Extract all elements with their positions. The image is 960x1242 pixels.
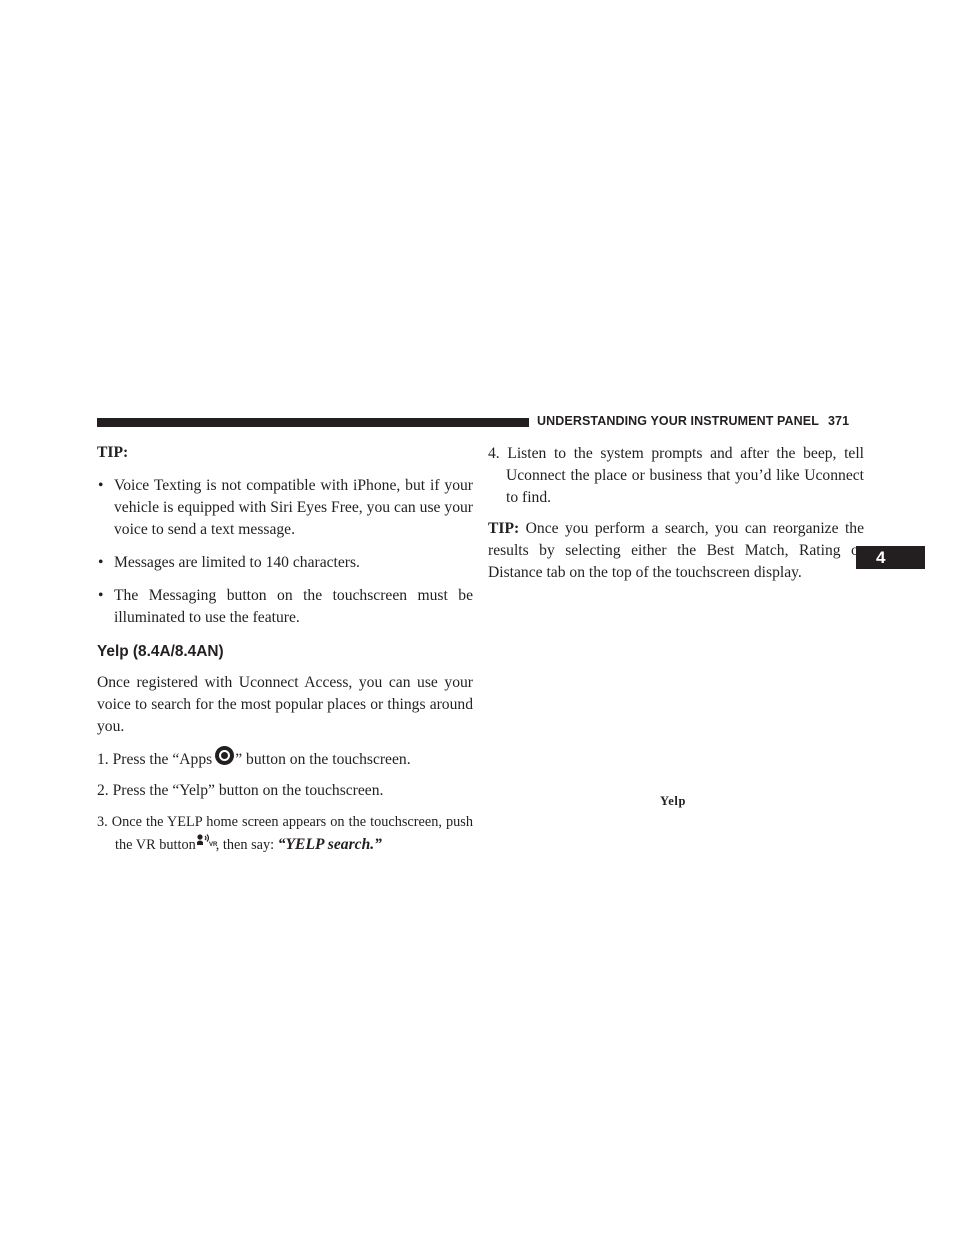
step-2: 2. Press the “Yelp” button on the touchscreen.: [97, 782, 384, 799]
voice-recognition-icon: [196, 833, 216, 847]
step-3-voice-command: “YELP search.”: [277, 836, 382, 853]
right-column: [488, 443, 864, 592]
page-number: 371: [827, 414, 850, 428]
bullet-text: The Messaging button on the touchscreen must be illuminated to use the feature.: [114, 587, 473, 626]
step-3-middle: , then say:: [215, 837, 278, 853]
step-4: 4. Listen to the system prompts and after the beep, tell Uconnect the place or business that you’d like Uconnect to find.: [488, 445, 864, 506]
right-tip: [488, 518, 864, 584]
section-heading: Yelp (8.4A/8.4AN): [97, 643, 224, 660]
step-1-suffix: ” button on the touchscreen.: [235, 751, 411, 768]
bullet-icon: •: [98, 587, 104, 604]
step-1: [97, 746, 473, 771]
step-3-prefix: 3. Once the YELP home screen appears on the touchscreen, push the VR button: [97, 814, 473, 853]
bullet-icon: •: [98, 554, 104, 571]
bullet-icon: •: [98, 477, 104, 494]
left-column: [97, 442, 473, 856]
step-1-prefix: 1. Press the “Apps: [97, 751, 213, 768]
bullet-item: [97, 475, 473, 541]
section-title: UNDERSTANDING YOUR INSTRUMENT PANEL: [537, 414, 819, 428]
figure-caption: Yelp: [660, 794, 687, 808]
svg-text:VR: VR: [208, 842, 218, 848]
tip-text: Once you perform a search, you can reorganize the results by selecting either the Best Match, Rating or Distance tab on the top of the touchscreen display.: [488, 520, 864, 581]
chapter-tab: 4: [856, 546, 925, 569]
bullet-text: Messages are limited to 140 characters.: [114, 554, 360, 571]
header-rule: [97, 418, 529, 427]
tip-label: TIP:: [488, 520, 520, 537]
bullet-text: Voice Texting is not compatible with iPhone, but if your vehicle is equipped with Siri Eyes Free, you can use your voice to send a text message.: [114, 477, 473, 538]
tip-label: TIP:: [97, 444, 129, 461]
running-header: [537, 414, 849, 428]
intro-paragraph: Once registered with Uconnect Access, you can use your voice to search for the most popular places or things around you.: [97, 674, 473, 735]
step-3: [97, 811, 473, 856]
apps-icon: [215, 746, 234, 765]
bullet-item: [97, 552, 473, 574]
bullet-item: [97, 585, 473, 629]
